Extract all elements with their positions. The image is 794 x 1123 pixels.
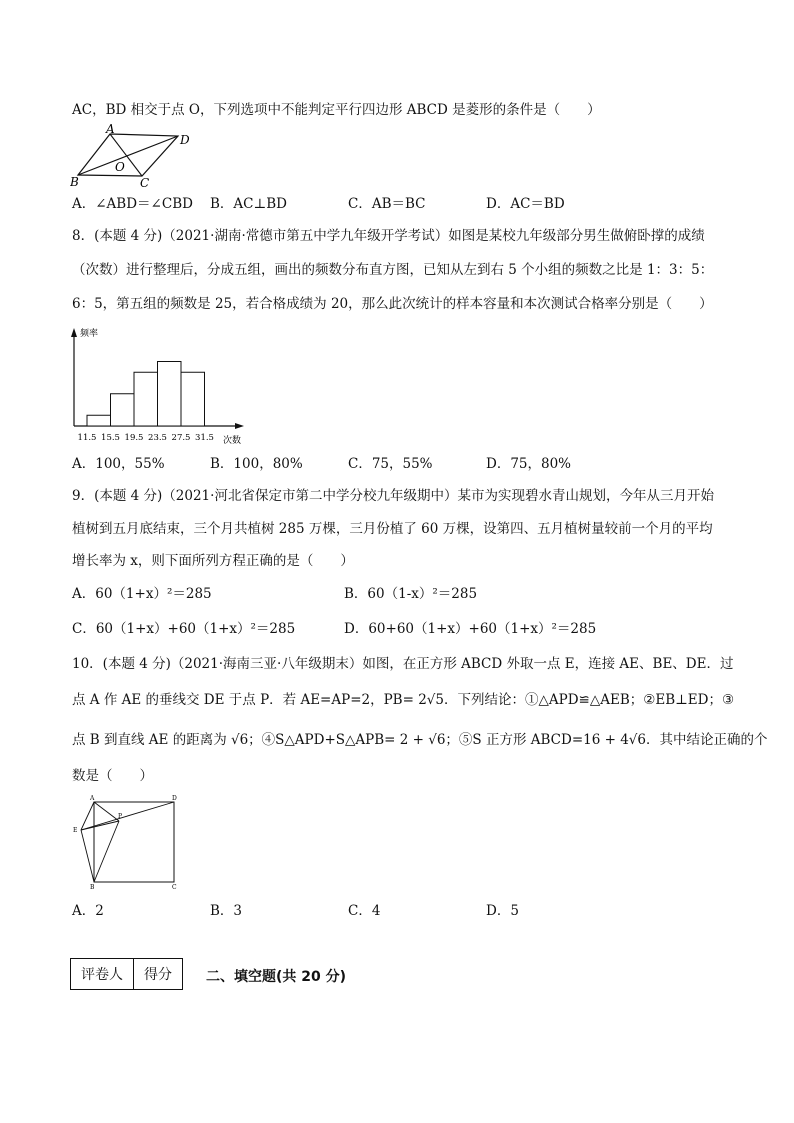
q9-option-a: A．60（1+x）²＝285: [72, 586, 212, 602]
q10-line1: 10．(本题 4 分)（2021·海南三亚·八年级期末）如图，在正方形 ABCD 外取一点 E，连接 AE、BE、DE．过: [72, 656, 734, 672]
grading-box: [70, 958, 183, 990]
histogram-bar: [111, 394, 135, 426]
q7-option-b: B．AC⊥BD: [210, 196, 287, 212]
segment-pb: [94, 821, 119, 882]
segment-ap: [94, 802, 119, 821]
q9-option-c: C．60（1+x）+60（1+x）²＝285: [72, 621, 296, 637]
label-e: E: [73, 827, 78, 834]
q8-option-b: B．100，80%: [210, 456, 303, 472]
label-o: O: [115, 160, 125, 174]
x-tick-label: 27.5: [171, 433, 191, 443]
label-p: P: [118, 813, 123, 820]
q10-option-b: B．3: [210, 903, 243, 919]
q8-option-c: C．75，55%: [348, 456, 433, 472]
label-a: A: [90, 795, 95, 802]
q7-option-d: D．AC＝BD: [486, 196, 565, 212]
q7-option-a: A．∠ABD＝∠CBD: [72, 196, 193, 212]
q8-line1: 8．(本题 4 分)（2021·湖南·常德市第五中学九年级开学考试）如图是某校九年级部分男生做俯卧撑的成绩: [72, 228, 705, 244]
q7-stem: AC，BD 相交于点 O，下列选项中不能判定平行四边形 ABCD 是菱形的条件是（ ）: [72, 102, 601, 118]
q10-option-c: C．4: [348, 903, 381, 919]
q9-line1: 9．(本题 4 分)（2021·河北省保定市第二中学分校九年级期中）某市为实现碧水青山规划，今年从三月开始: [72, 488, 714, 504]
q8-option-a: A．100，55%: [72, 456, 165, 472]
q8-option-d: D．75，80%: [486, 456, 572, 472]
label-d: D: [180, 133, 190, 147]
q8-line2: （次数）进行整理后，分成五组，画出的频数分布直方图，已知从左到右 5 个小组的频数之比是 1：3：5：: [72, 262, 714, 278]
q10-line3: 点 B 到直线 AE 的距离为 √6；④S△APD+S△APB= 2 + √6；⑤S 正方形 ABCD=16 + 4√6．其中结论正确的个: [72, 732, 768, 748]
y-axis-label: 频率: [80, 329, 99, 339]
label-a: A: [106, 124, 115, 136]
y-axis-arrow: [71, 328, 77, 337]
q8-line3: 6：5，第五组的频数是 25，若合格成绩为 20，那么此次统计的样本容量和本次测试合格率分别是（ ）: [72, 296, 713, 312]
x-axis-arrow: [235, 423, 244, 429]
label-d: D: [172, 795, 177, 802]
x-tick-label: 15.5: [101, 433, 120, 443]
label-c: C: [140, 176, 150, 189]
x-tick-label: 31.5: [195, 433, 214, 443]
q9-line2: 植树到五月底结束，三个月共植树 285 万棵，三月份植了 60 万棵，设第四、五月植树量较前一个月的平均: [72, 521, 713, 537]
section-title: 二、填空题(共 20 分): [206, 969, 347, 985]
histogram-bar: [181, 372, 205, 426]
q10-option-d: D．5: [486, 903, 519, 919]
segment-pe: [81, 821, 119, 830]
x-tick-label: 23.5: [148, 433, 167, 443]
x-tick-label: 19.5: [124, 433, 144, 443]
q10-line4: 数是（ ）: [72, 768, 153, 784]
grader-cell: 评卷人: [71, 959, 134, 990]
segment-be: [81, 830, 94, 882]
q8-frequency-histogram: [60, 322, 260, 447]
q7-option-c: C．AB＝BC: [348, 196, 426, 212]
label-b: B: [90, 884, 95, 890]
histogram-bar: [134, 372, 158, 426]
score-cell: 得分: [134, 959, 183, 990]
q10-line2: 点 A 作 AE 的垂线交 DE 于点 P．若 AE=AP=2，PB= 2√5．下列结论：①△APD≌△AEB；②EB⊥ED；③: [72, 692, 735, 708]
label-c: C: [172, 884, 177, 890]
q7-rhombus-figure: [70, 124, 190, 189]
label-b: B: [70, 175, 79, 189]
q9-line3: 增长率为 x，则下面所列方程正确的是（ ）: [72, 553, 354, 569]
histogram-bar: [87, 415, 111, 426]
q9-option-d: D．60+60（1+x）+60（1+x）²＝285: [344, 621, 597, 637]
segment-de: [81, 802, 174, 830]
q9-option-b: B．60（1-x）²＝285: [344, 586, 478, 602]
segment-ae: [81, 802, 94, 830]
histogram-bar: [158, 362, 182, 427]
x-axis-label: 次数: [223, 436, 242, 446]
x-tick-label: 11.5: [77, 433, 97, 443]
q10-option-a: A．2: [72, 903, 104, 919]
q10-square-figure: [68, 794, 186, 890]
